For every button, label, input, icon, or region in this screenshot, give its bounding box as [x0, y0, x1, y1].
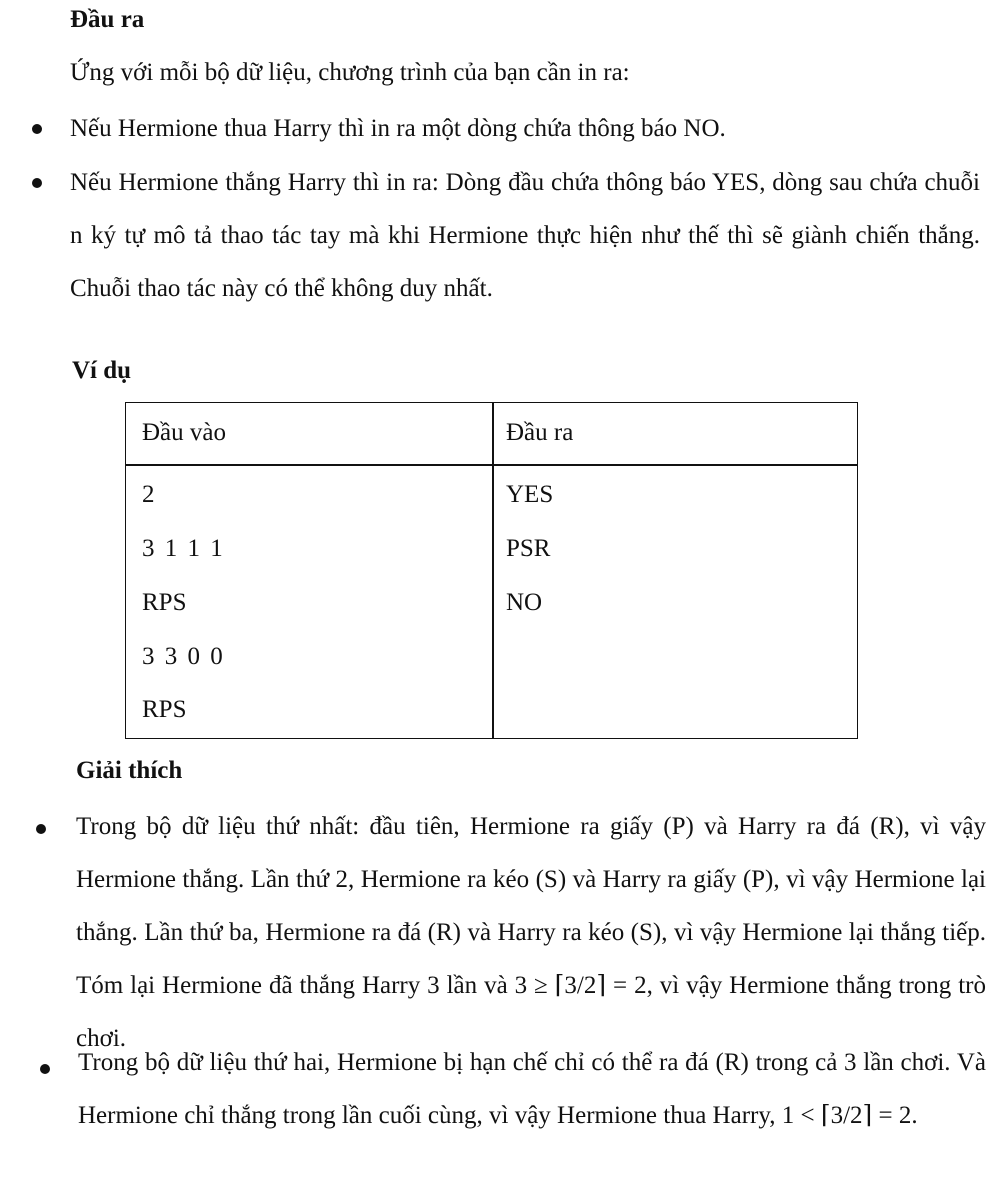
table-header-output: Đầu ra: [506, 419, 574, 446]
output-bullet-yes: Nếu Hermione thắng Harry thì in ra: Dòng đầu chứa thông báo YES, dòng sau chứa chuỗi n ký tự mô tả thao tác tay mà khi Hermione thực hiện như thế thì sẽ giành chiến thắng. Chuỗi thao tác này có thể không duy nhất.: [70, 169, 980, 302]
table-column-divider: [492, 403, 494, 738]
output-intro: Ứng với mỗi bộ dữ liệu, chương trình của bạn cần in ra:: [70, 59, 630, 86]
explanation-bullet-second: Trong bộ dữ liệu thứ hai, Hermione bị hạn chế chỉ có thể ra đá (R) trong cả 3 lần chơi. Và Hermione chỉ thắng trong lần cuối cùng, vì vậy Hermione thua Harry, 1 < ⌈3/2⌉ = 2.: [78, 1049, 986, 1129]
bullet-icon: [36, 824, 46, 834]
example-heading: Ví dụ: [72, 357, 132, 384]
explanation-heading: Giải thích: [76, 757, 183, 784]
explanation-bullet-first: Trong bộ dữ liệu thứ nhất: đầu tiên, Hermione ra giấy (P) và Harry ra đá (R), vì vậy Hermione thắng. Lần thứ 2, Hermione ra kéo (S) và Harry ra giấy (P), vì vậy Hermione lại thắng. Lần thứ ba, Hermione ra đá (R) và Harry ra kéo (S), vì vậy Hermione lại thắng tiếp. Tóm lại Hermione đã thắng Harry 3 lần và 3 ≥ ⌈3/2⌉ = 2, vì vậy Hermione thắng trong trò chơi.: [76, 813, 986, 1052]
table-input-line: RPS: [142, 696, 187, 723]
output-bullet-no: Nếu Hermione thua Harry thì in ra một dòng chứa thông báo NO.: [70, 115, 726, 142]
table-input-line: 3 1 1 1: [142, 535, 225, 562]
table-output-line: NO: [506, 589, 543, 616]
table-output-line: PSR: [506, 535, 551, 562]
table-header-input: Đầu vào: [142, 419, 226, 446]
table-output-line: YES: [506, 481, 554, 508]
table-input-line: 2: [142, 481, 155, 508]
example-table: [125, 402, 858, 739]
table-input-line: 3 3 0 0: [142, 643, 225, 670]
table-header-divider: [126, 464, 857, 466]
bullet-icon: [40, 1064, 50, 1074]
table-input-line: RPS: [142, 589, 187, 616]
bullet-icon: [32, 178, 42, 188]
bullet-icon: [32, 124, 42, 134]
output-heading: Đầu ra: [70, 6, 145, 33]
